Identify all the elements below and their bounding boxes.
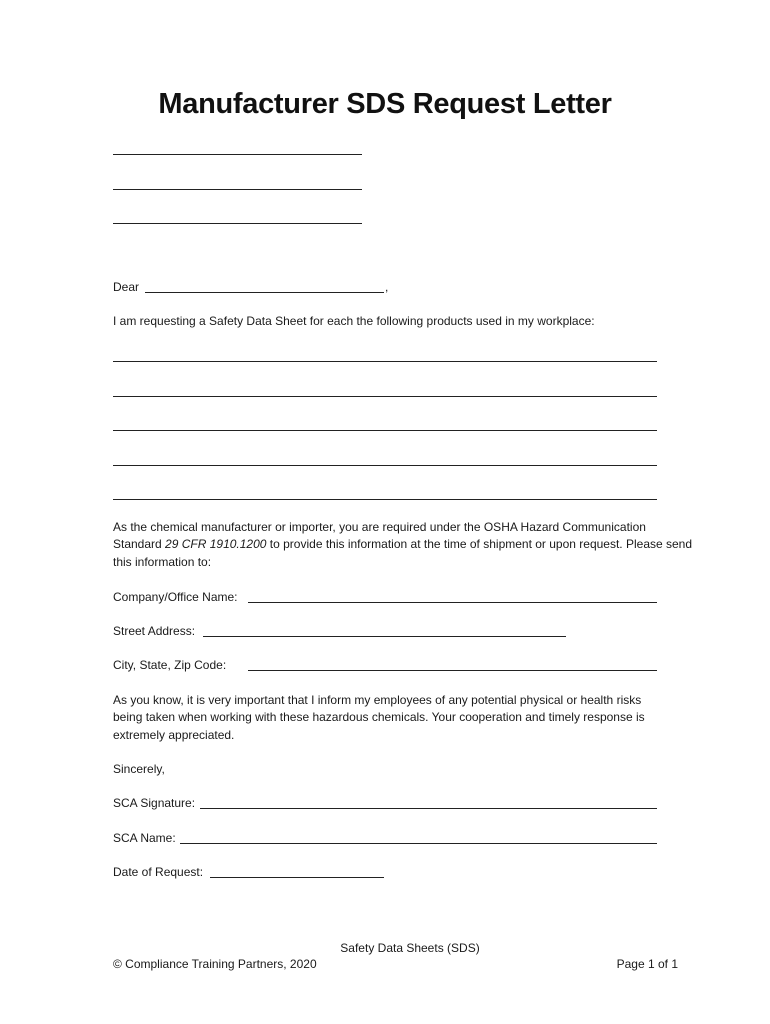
footer-copyright: © Compliance Training Partners, 2020 [113,957,317,971]
city-state-zip-label: City, State, Zip Code: [113,658,227,672]
date-of-request-field[interactable] [210,863,384,878]
recipient-name-field[interactable] [145,278,384,293]
salutation-comma: , [385,280,389,294]
request-statement: I am requesting a Safety Data Sheet for each the following products used in my workplace: [113,314,595,328]
closing-text: Sincerely, [113,762,165,776]
requirement-text-part2: to provide this information at the time of shipment or upon request. Please send this information to: [113,537,693,569]
requirement-paragraph [113,519,693,571]
footer-document-name: Safety Data Sheets (SDS) [340,941,480,955]
sca-signature-field[interactable] [200,794,657,809]
company-office-label: Company/Office Name: [113,590,238,604]
sca-name-label: SCA Name: [113,831,176,845]
address-line-1-field[interactable] [113,140,362,155]
importance-paragraph: As you know, it is very important that I inform my employees of any potential physical or health risks being taken when working with these hazardous chemicals. Your cooperation and timely response is extremely appreciated. [113,693,645,742]
product-line-3-field[interactable] [113,416,657,431]
street-address-field[interactable] [203,622,566,637]
footer-page-number: Page 1 of 1 [616,957,678,971]
address-line-3-field[interactable] [113,209,362,224]
product-line-2-field[interactable] [113,382,657,397]
sca-name-field[interactable] [180,829,657,844]
date-of-request-label: Date of Request: [113,865,204,879]
company-office-field[interactable] [248,588,657,603]
address-line-2-field[interactable] [113,175,362,190]
city-state-zip-field[interactable] [248,656,657,671]
street-address-label: Street Address: [113,624,196,638]
product-line-5-field[interactable] [113,485,657,500]
document-title: Manufacturer SDS Request Letter [158,88,612,120]
salutation-label: Dear [113,280,140,294]
requirement-text-part1: As the chemical manufacturer or importer, you are required under the OSHA Hazard Communication Standard [113,520,646,552]
sca-signature-label: SCA Signature: [113,796,196,810]
product-line-1-field[interactable] [113,347,657,362]
regulation-citation: 29 CFR 1910.1200 [165,537,267,552]
product-line-4-field[interactable] [113,451,657,466]
